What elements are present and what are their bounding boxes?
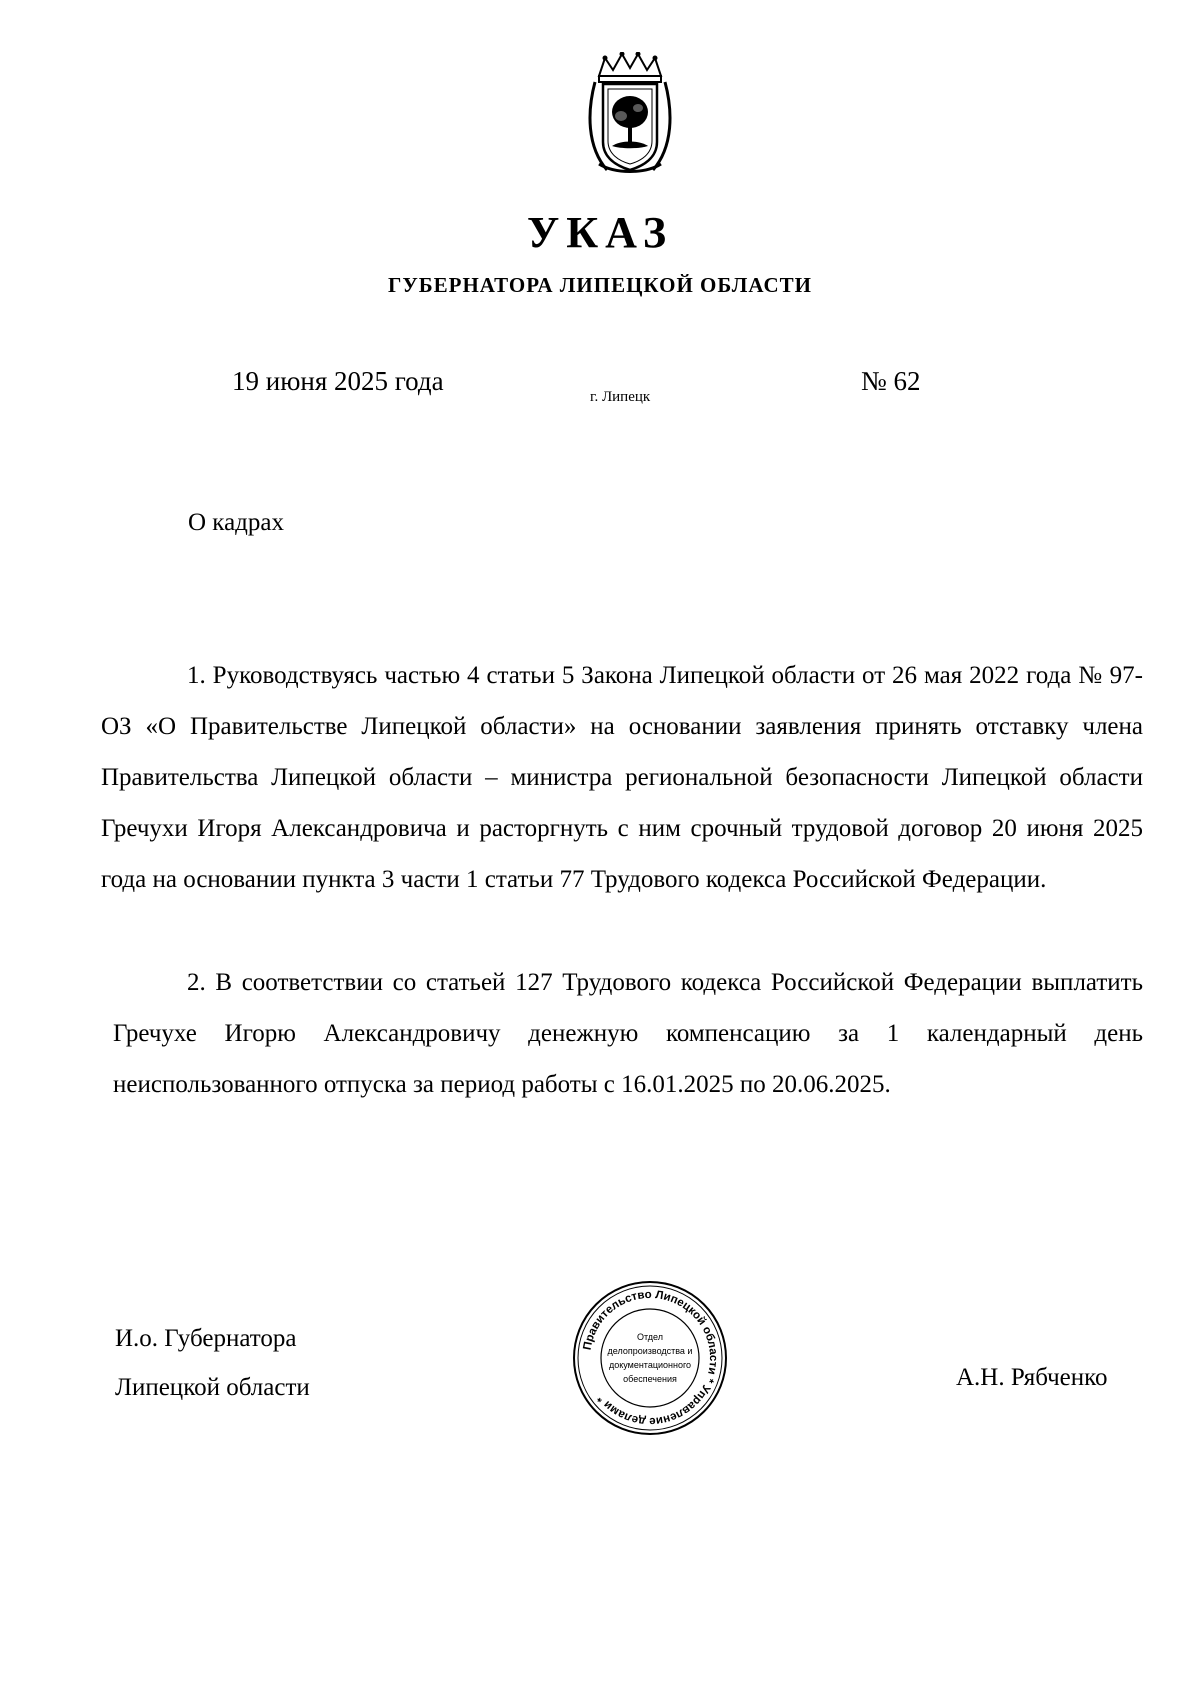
- document-date: 19 июня 2025 года: [232, 366, 444, 396]
- body-paragraph-1: 1. Руководствуясь частью 4 статьи 5 Закона Липецкой области от 26 мая 2022 года № 97-ОЗ «О Правительстве Липецкой области» на основании заявления принять отставку члена Правительства Липецкой области – министра региональной безопасности Липецкой области Гречухи Игоря Александровича и расторгнуть с ним срочный трудовой договор 20 июня 2025 года на основании пункта 3 части 1 статьи 77 Трудового кодекса Российской Федерации.: [101, 662, 1143, 893]
- stamp-center-line-4: обеспечения: [623, 1374, 677, 1384]
- document-place: г. Липецк: [590, 389, 651, 405]
- stamp-center-line-3: документационного: [608, 1360, 692, 1370]
- stamp-center-line-2: делопроизводства и: [607, 1346, 693, 1356]
- signatory-title: [115, 1314, 310, 1412]
- body-paragraph-2: 2. В соответствии со статьей 127 Трудового кодекса Российской Федерации выплатить Гречухе Игорю Александровичу денежную компенсацию за 1 календарный день неиспользованного отпуска за период работы с 16.01.2025 по 20.06.2025.: [113, 969, 1143, 1098]
- document-subject: О кадрах: [188, 509, 284, 536]
- official-stamp: [570, 1278, 730, 1438]
- signatory-title-line-2: Липецкой области: [115, 1374, 310, 1401]
- stamp-ring-text: Правительство Липецкой области * Управление делами *: [581, 1288, 720, 1428]
- document-title: УКАЗ: [526, 208, 674, 257]
- document-subtitle: ГУБЕРНАТОРА ЛИПЕЦКОЙ ОБЛАСТИ: [387, 273, 813, 297]
- document-number: № 62: [861, 366, 921, 396]
- signatory-title-line-1: И.о. Губернатора: [115, 1325, 297, 1352]
- signatory-name: А.Н. Рябченко: [956, 1364, 1108, 1391]
- coat-of-arms-emblem: [585, 52, 675, 176]
- stamp-center-line-1: Отдел: [636, 1332, 664, 1342]
